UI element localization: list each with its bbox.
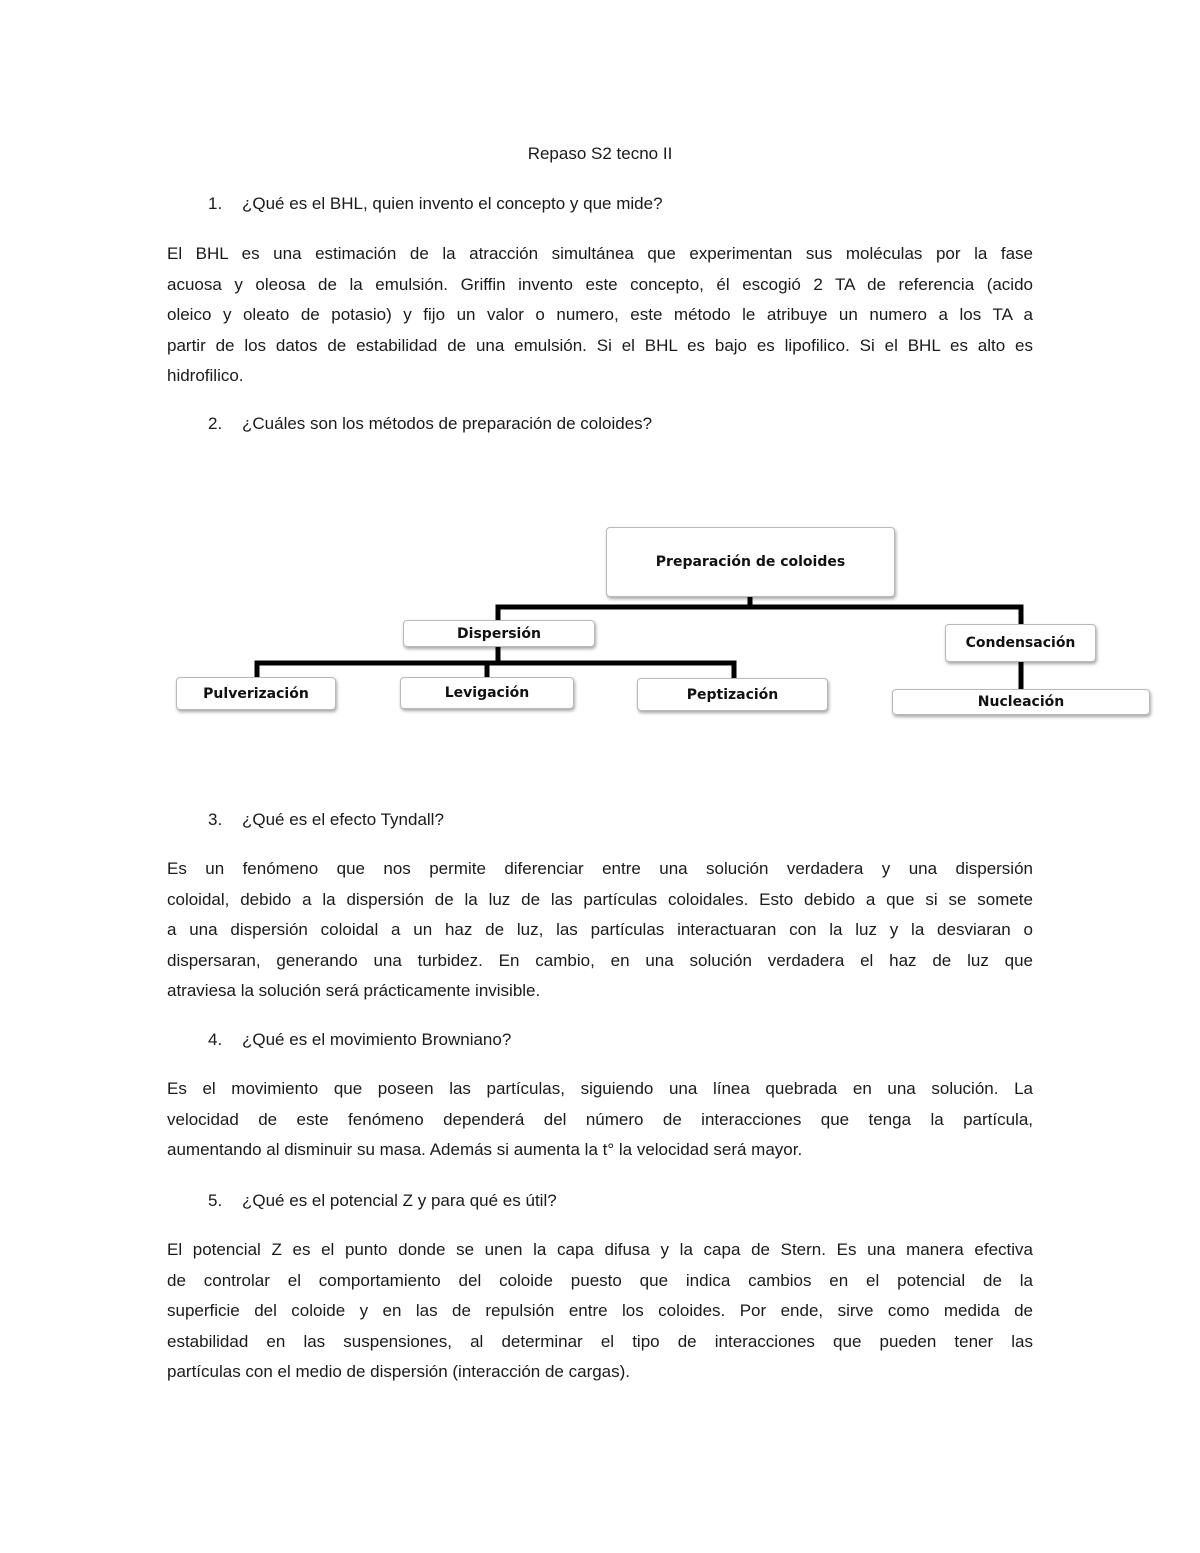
question-number: 1. xyxy=(208,194,223,213)
question-1 xyxy=(208,192,663,216)
answer-line: partir de los datos de estabilidad de una emulsión. Si el BHL es bajo es lipofilico. Si el BHL es alto es xyxy=(167,335,1033,355)
node-nucleacion: Nucleación xyxy=(892,689,1150,715)
answer-line: Es el movimiento que poseen las partículas, siguiendo una línea quebrada en una solución. La xyxy=(167,1079,1033,1098)
answer-3 xyxy=(167,854,1033,1007)
node-peptizacion: Peptización xyxy=(637,678,828,711)
question-text: ¿Qué es el movimiento Browniano? xyxy=(242,1030,512,1049)
answer-line: estabilidad en las suspensiones, al determinar el tipo de interacciones que pueden tener las xyxy=(167,1331,1033,1351)
question-text: ¿Qué es el efecto Tyndall? xyxy=(242,810,444,829)
question-number: 4. xyxy=(208,1030,223,1049)
question-number: 2. xyxy=(208,414,223,433)
question-2 xyxy=(208,412,652,436)
answer-line: atraviesa la solución será prácticamente invisible. xyxy=(167,981,541,1000)
question-text: ¿Qué es el potencial Z y para qué es útil? xyxy=(242,1191,557,1210)
answer-5 xyxy=(167,1235,1033,1388)
question-number: 5. xyxy=(208,1191,223,1210)
question-5 xyxy=(208,1189,557,1213)
answer-line: de controlar el comportamiento del coloide puesto que indica cambios en el potencial de la xyxy=(167,1270,1033,1290)
page-title: Repaso S2 tecno II xyxy=(527,144,673,163)
answer-line: Es un fenómeno que nos permite diferenciar entre una solución verdadera y una dispersión xyxy=(167,859,1033,878)
answer-line: a una dispersión coloidal a un haz de luz, las partículas interactuaran con la luz y la desviaran o xyxy=(167,920,1033,939)
answer-line: velocidad de este fenómeno dependerá del número de interacciones que tenga la partícula, xyxy=(167,1109,1033,1129)
answer-4 xyxy=(167,1074,1033,1166)
question-text: ¿Cuáles son los métodos de preparación de coloides? xyxy=(242,414,653,433)
node-condensacion: Condensación xyxy=(945,624,1096,662)
answer-line: dispersaran, generando una turbidez. En cambio, en una solución verdadera el haz de luz que xyxy=(167,950,1033,970)
answer-line: hidrofilico. xyxy=(167,366,244,385)
question-text: ¿Qué es el BHL, quien invento el concepto y que mide? xyxy=(242,194,663,213)
answer-line: oleico y oleato de potasio) y fijo un valor o numero, este método le atribuye un numero a los TA a xyxy=(167,305,1033,324)
question-number: 3. xyxy=(208,810,223,829)
answer-1 xyxy=(167,239,1033,392)
question-3 xyxy=(208,808,444,832)
answer-line: acuosa y oleosa de la emulsión. Griffin invento este concepto, él escogió 2 TA de referencia (acido xyxy=(167,274,1033,294)
answer-line: partículas con el medio de dispersión (interacción de cargas). xyxy=(167,1362,631,1381)
node-preparacion-de-coloides: Preparación de coloides xyxy=(606,527,895,597)
node-pulverizacion: Pulverización xyxy=(176,677,336,710)
answer-line: coloidal, debido a la dispersión de la luz de las partículas coloidales. Esto debido a que si se somete xyxy=(167,889,1033,909)
answer-line: El potencial Z es el punto donde se unen la capa difusa y la capa de Stern. Es una manera efectiva xyxy=(167,1240,1033,1259)
answer-line: aumentando al disminuir su masa. Además si aumenta la t° la velocidad será mayor. xyxy=(167,1140,803,1159)
answer-line: superficie del coloide y en las de repulsión entre los coloides. Por ende, sirve como medida de xyxy=(167,1301,1033,1320)
question-4 xyxy=(208,1028,511,1052)
node-dispersion: Dispersión xyxy=(403,620,595,647)
node-levigacion: Levigación xyxy=(400,677,574,709)
answer-line: El BHL es una estimación de la atracción simultánea que experimentan sus moléculas por la fase xyxy=(167,244,1033,263)
